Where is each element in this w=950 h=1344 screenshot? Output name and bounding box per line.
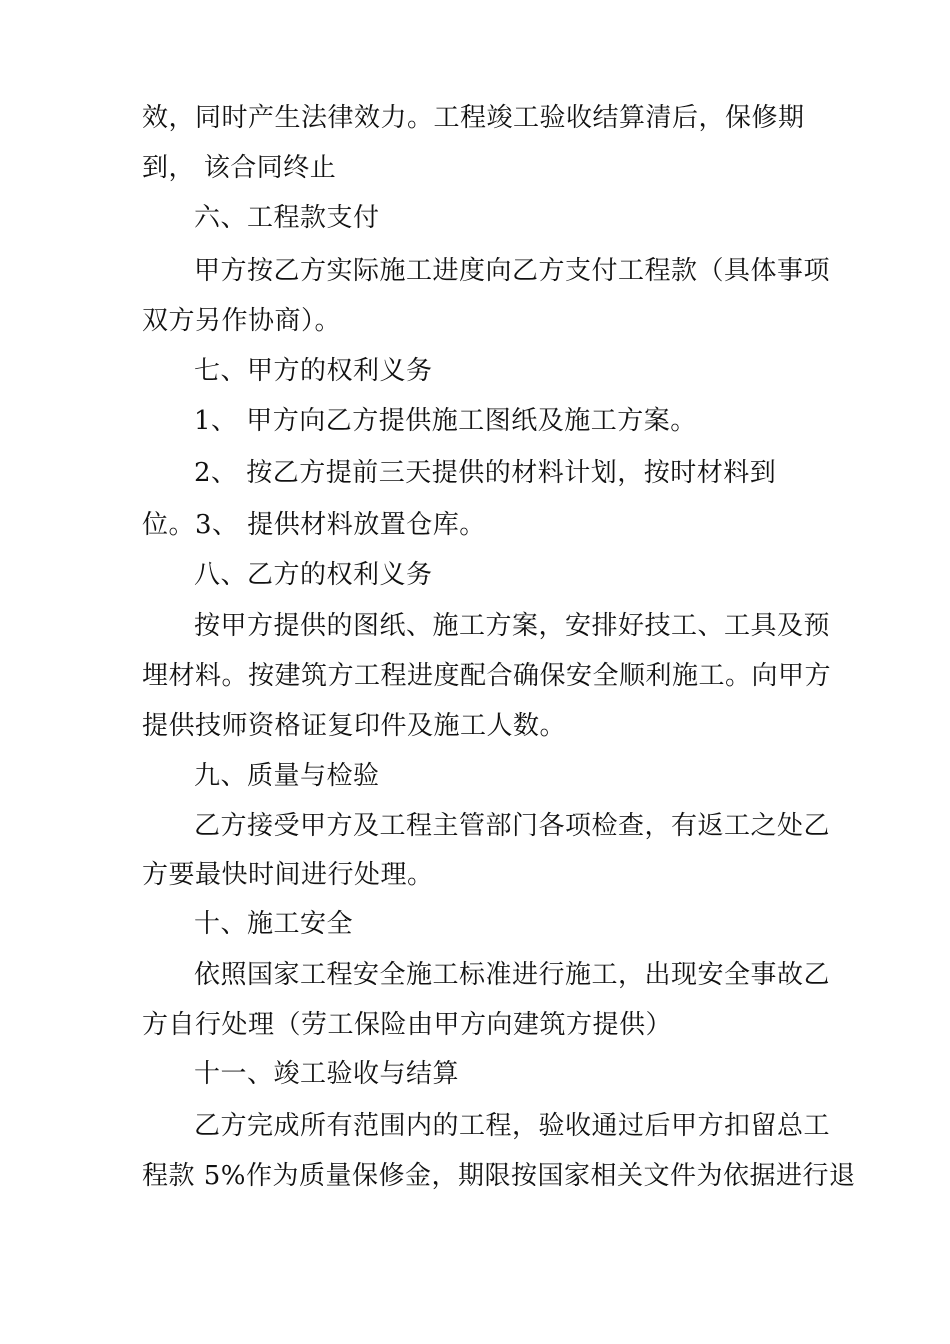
- section-heading: 十一、竣工验收与结算: [194, 1059, 460, 1089]
- text-line: 到， 该合同终止: [142, 153, 337, 183]
- text-line: 乙方完成所有范围内的工程，验收通过后甲方扣留总工: [194, 1111, 831, 1141]
- text-line: 甲方按乙方实际施工进度向乙方支付工程款（具体事项: [194, 256, 831, 286]
- text-line: 程款 5%作为质量保修金，期限按国家相关文件为依据进行退: [142, 1161, 856, 1191]
- section-heading: 六、工程款支付: [194, 203, 380, 233]
- text-line: 按甲方提供的图纸、施工方案，安排好技工、工具及预: [194, 611, 831, 641]
- text-line: 提供技师资格证复印件及施工人数。: [142, 711, 567, 741]
- list-item: 1、 甲方向乙方提供施工图纸及施工方案。: [194, 406, 697, 436]
- text-line: 效，同时产生法律效力。工程竣工验收结算清后，保修期: [142, 103, 805, 133]
- text-line: 方自行处理（劳工保险由甲方向建筑方提供）: [142, 1010, 673, 1040]
- text-line: 乙方接受甲方及工程主管部门各项检查，有返工之处乙: [194, 811, 831, 841]
- section-heading: 九、质量与检验: [194, 761, 380, 791]
- text-line: 双方另作协商）。: [142, 306, 342, 336]
- text-line: 依照国家工程安全施工标准进行施工，出现安全事故乙: [194, 960, 831, 990]
- section-heading: 十、施工安全: [194, 909, 354, 939]
- text-line: 方要最快时间进行处理。: [142, 860, 434, 890]
- list-item: 2、 按乙方提前三天提供的材料计划，按时材料到: [194, 458, 777, 488]
- text-line: 埋材料。按建筑方工程进度配合确保安全顺利施工。向甲方: [142, 661, 832, 691]
- section-heading: 八、乙方的权利义务: [194, 560, 433, 590]
- list-item: 位。3、 提供材料放置仓库。: [142, 510, 486, 540]
- section-heading: 七、甲方的权利义务: [194, 356, 433, 386]
